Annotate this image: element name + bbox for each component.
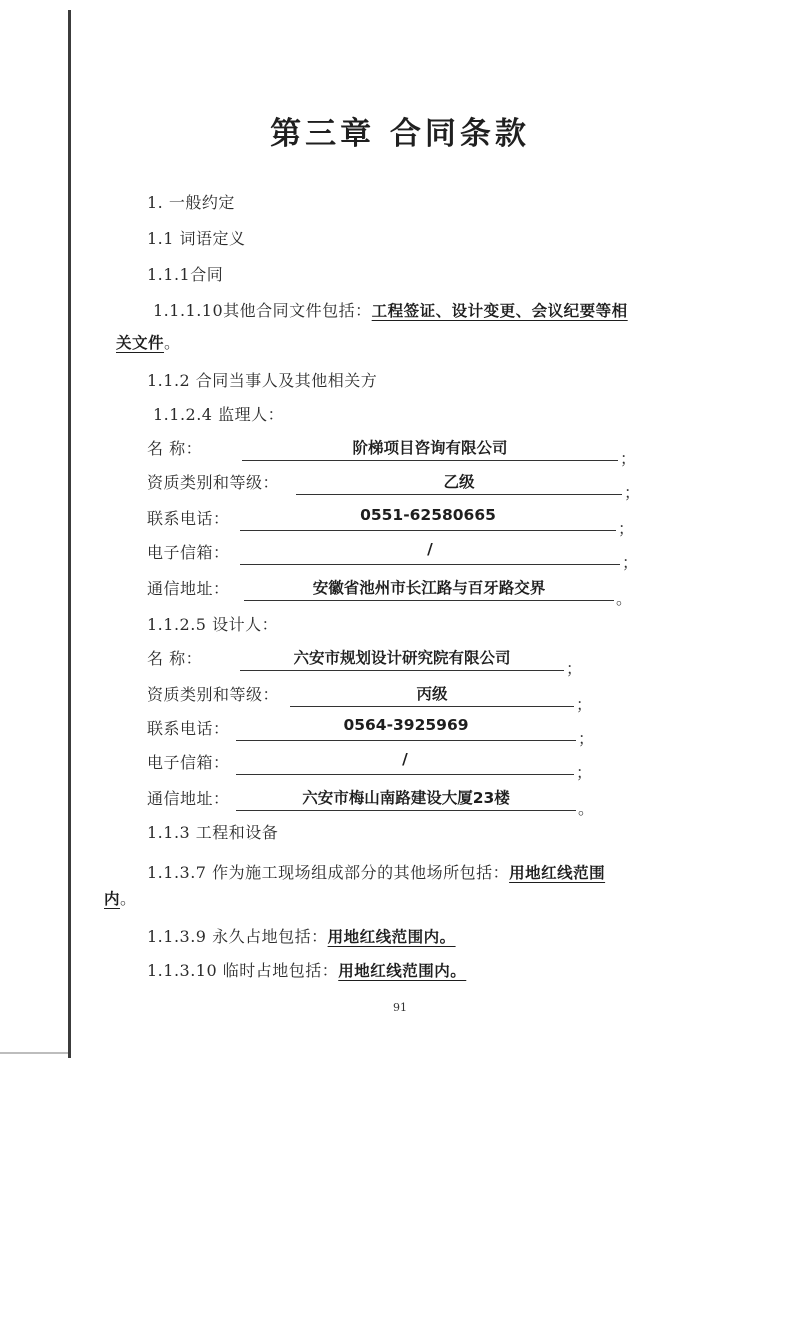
clause-1-1-3-10 xyxy=(147,958,466,981)
section-1: 1. 一般约定 xyxy=(147,193,235,212)
clause-1-1-3-7-cont xyxy=(104,886,137,909)
designer-phone-end: ； xyxy=(578,729,595,748)
designer-qual-end: ； xyxy=(576,695,593,714)
supervisor-email-label: 电子信箱： xyxy=(147,543,230,562)
supervisor-phone-value: 0551-62580665 xyxy=(240,506,616,531)
page-number: 91 xyxy=(393,1001,407,1014)
clause-1-1-1-10 xyxy=(153,298,628,321)
clause-prefix: 1.1.3.10 临时占地包括： xyxy=(147,961,339,980)
clause-prefix: 1.1.1.10其他合同文件包括： xyxy=(153,301,372,320)
designer-addr-value: 六安市梅山南路建设大厦23楼 xyxy=(236,786,576,811)
section-1-1-2: 1.1.2 合同当事人及其他相关方 xyxy=(147,371,378,390)
section-1-1-2-4: 1.1.2.4 监理人： xyxy=(153,405,285,424)
supervisor-addr-end: 。 xyxy=(616,589,633,608)
binding-line xyxy=(68,10,71,1058)
supervisor-qual-value: 乙级 xyxy=(296,470,622,495)
designer-name-value: 六安市规划设计研究院有限公司 xyxy=(240,646,564,671)
supervisor-phone-end: ； xyxy=(618,519,635,538)
clause-fill: 内 xyxy=(104,890,121,908)
section-1-1-2-5: 1.1.2.5 设计人： xyxy=(147,615,279,634)
designer-email-label: 电子信箱： xyxy=(147,753,230,772)
supervisor-qual-end: ； xyxy=(624,483,641,502)
designer-qual-label: 资质类别和等级： xyxy=(147,685,280,704)
clause-prefix: 1.1.3.9 永久占地包括： xyxy=(147,927,328,946)
clause-1-1-3-7 xyxy=(147,860,605,883)
clause-1-1-3-9 xyxy=(147,924,456,947)
designer-name-end: ； xyxy=(566,659,583,678)
chapter-title: 第三章 合同条款 xyxy=(270,116,530,152)
designer-qual-value: 丙级 xyxy=(290,682,574,707)
designer-email-value: / xyxy=(236,750,574,775)
designer-addr-end: 。 xyxy=(578,799,595,818)
designer-addr-label: 通信地址： xyxy=(147,789,230,808)
clause-prefix: 1.1.3.7 作为施工现场组成部分的其他场所包括： xyxy=(147,863,510,882)
designer-phone-value: 0564-3925969 xyxy=(236,716,576,741)
section-1-1-1: 1.1.1合同 xyxy=(147,265,224,284)
clause-fill: 用地红线范围内。 xyxy=(327,928,456,946)
supervisor-name-label: 名 称： xyxy=(147,439,203,458)
designer-email-end: ； xyxy=(576,763,593,782)
clause-fill: 用地红线范围 xyxy=(509,864,606,882)
supervisor-qual-label: 资质类别和等级： xyxy=(147,473,280,492)
supervisor-email-end: ； xyxy=(622,553,639,572)
section-1-1: 1.1 词语定义 xyxy=(147,229,246,248)
clause-fill: 工程签证、设计变更、会议纪要等相 xyxy=(371,302,628,320)
supervisor-addr-value: 安徽省池州市长江路与百牙路交界 xyxy=(244,576,614,601)
supervisor-name-end: ； xyxy=(620,449,637,468)
designer-name-label: 名 称： xyxy=(147,649,203,668)
clause-end: 。 xyxy=(120,889,137,908)
supervisor-phone-label: 联系电话： xyxy=(147,509,230,528)
clause-fill: 关文件 xyxy=(116,334,165,352)
section-1-1-3: 1.1.3 工程和设备 xyxy=(147,823,279,842)
clause-1-1-1-10-cont xyxy=(116,330,181,353)
supervisor-email-value: / xyxy=(240,540,620,565)
clause-fill: 用地红线范围内。 xyxy=(338,962,467,980)
supervisor-name-value: 阶梯项目咨询有限公司 xyxy=(242,436,618,461)
designer-phone-label: 联系电话： xyxy=(147,719,230,738)
page-edge-mark xyxy=(0,1052,68,1054)
clause-end: 。 xyxy=(164,333,181,352)
supervisor-addr-label: 通信地址： xyxy=(147,579,230,598)
